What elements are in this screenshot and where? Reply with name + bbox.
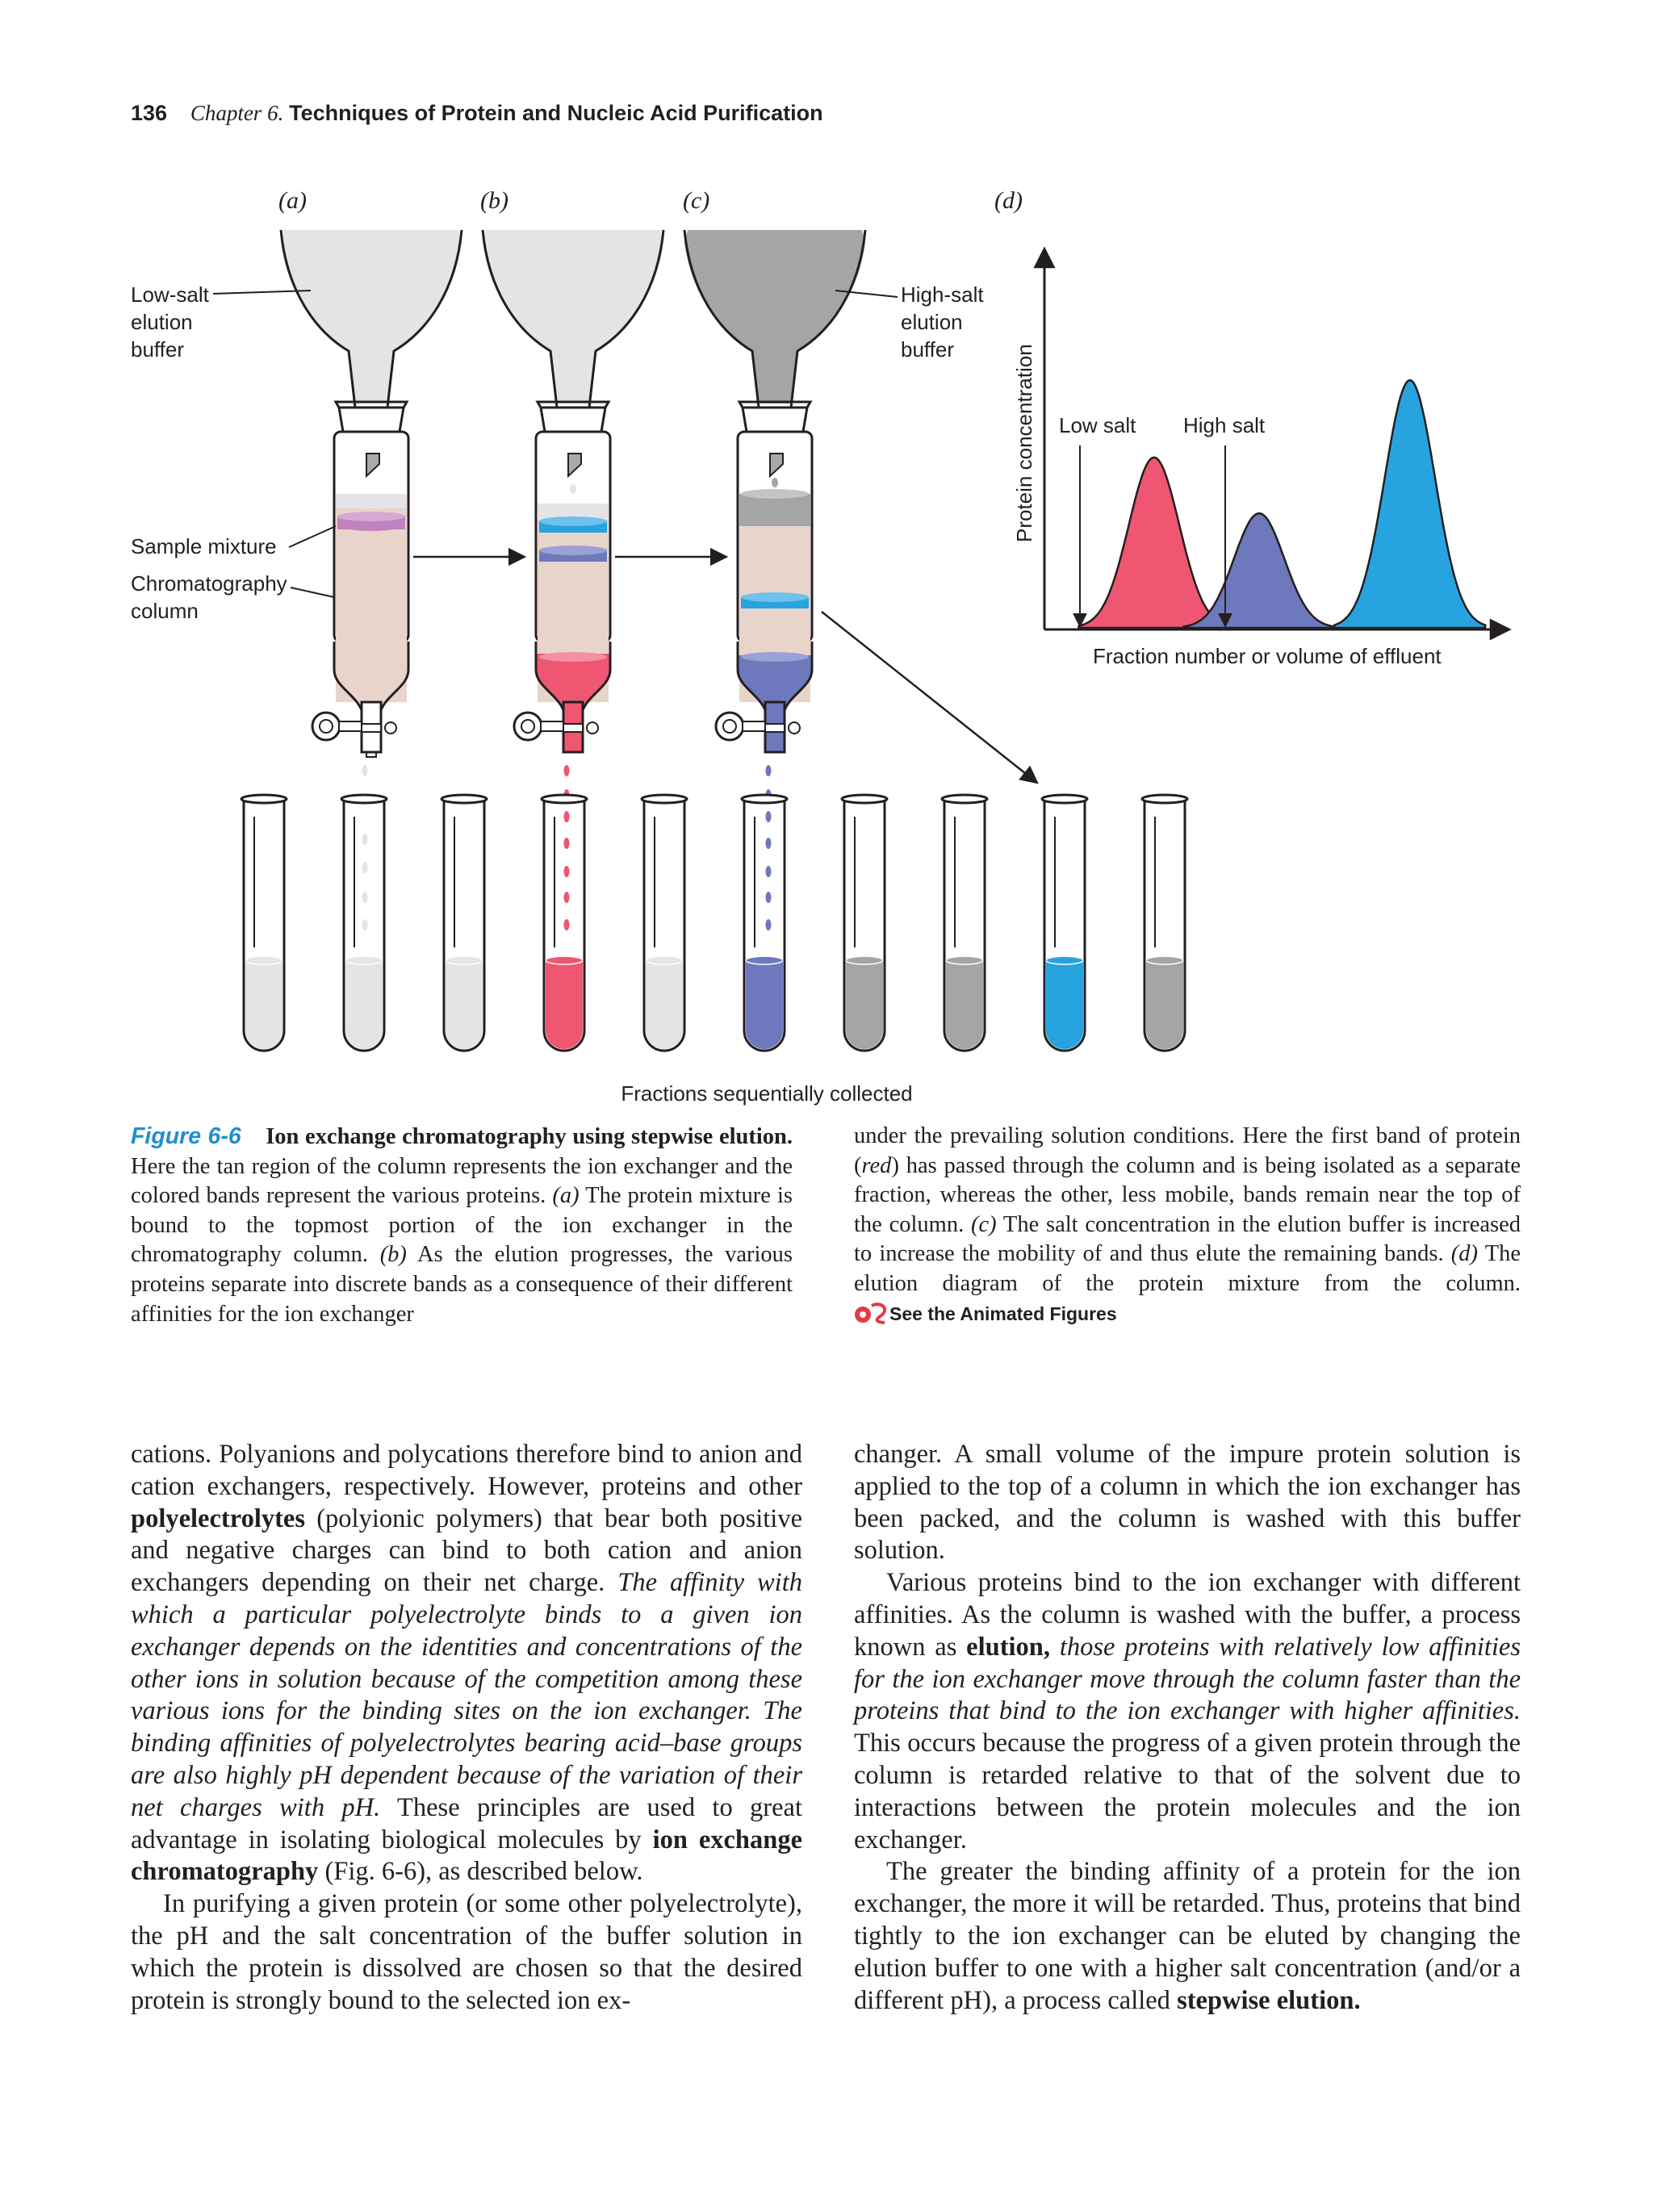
tube-rim	[642, 795, 687, 803]
annotation-low-salt: Low salt	[1059, 413, 1136, 437]
high-salt-buffer-label	[901, 282, 984, 362]
tube-rim	[341, 795, 387, 803]
test-tube	[1042, 795, 1087, 1051]
figure-caption-left: Figure 6-6 Ion exchange chromatography using stepwise elution. Here the tan region of the column represents the ion exchanger and the colored bands represent the various proteins. (a) The protein mixture is bound to the topmost portion of the ion exchanger in the chromatography column. (b) As the elution progresses, the various proteins separate into discrete bands as a consequence of their different affinities for the ion exchanger	[131, 1123, 793, 1327]
svg-text:buffer: buffer	[131, 337, 185, 362]
body-column-left	[131, 1439, 802, 2017]
tube-rim	[241, 795, 287, 803]
figure-caption-right: under the prevailing solution conditions. Here the first band of protein (red) has passed through the column and is being isolated as a separate fraction, whereas the other, less mobile, bands remain near the top of the column. (c) The salt concentration in the elution buffer is increased to increase the mobility of and thus elute the remaining bands. (d) The elution diagram of the protein mixture from the column. See the Animated Figures	[854, 1123, 1521, 1324]
tube-fraction	[1046, 960, 1083, 1049]
chapter-label: Chapter 6.	[190, 101, 284, 125]
panel-label-b: (b)	[480, 187, 508, 214]
low-salt-buffer-label	[131, 282, 210, 362]
tube-fraction	[946, 960, 983, 1049]
body-column-right	[854, 1439, 1521, 2017]
sample-mixture-label: Sample mixture	[131, 534, 277, 558]
test-tube	[1142, 795, 1187, 1051]
tube-rim	[842, 795, 887, 803]
tube-fraction	[846, 960, 883, 1049]
test-tube	[441, 795, 487, 1051]
test-tube	[642, 795, 687, 1051]
see-animated-figures-link[interactable]: See the Animated Figures	[854, 1303, 1117, 1324]
panel-label-d: (d)	[994, 187, 1023, 214]
tube-fraction	[345, 960, 383, 1049]
peak-red	[1079, 458, 1230, 628]
tube-rim	[1142, 795, 1187, 803]
tube-fraction-surface	[946, 956, 983, 964]
test-tubes	[241, 795, 1187, 1051]
tube-fraction	[546, 960, 583, 1049]
drips-b	[564, 765, 570, 930]
test-tube	[241, 795, 287, 1051]
apparatus-a	[281, 230, 462, 757]
chapter-title: Techniques of Protein and Nucleic Acid Purification	[289, 101, 823, 125]
tube-fraction	[1146, 960, 1183, 1049]
tube-fraction	[245, 960, 282, 1049]
chromatography-column-label	[131, 571, 287, 623]
tube-fraction	[646, 960, 683, 1049]
caption-title: Ion exchange chromatography using stepwise elution.	[266, 1124, 793, 1149]
tube-fraction-surface	[345, 956, 383, 964]
tube-rim	[542, 795, 587, 803]
body-right-paragraph-2: Various proteins bind to the ion exchanger with different affinities. As the column is washed with the buffer, a process known as elution, those proteins with relatively low affinities for the ion exchanger move through the column faster than the proteins that bind to the ion exchanger with higher affinities. This occurs because the progress of a given protein through the column is retarded relative to that of the solvent due to interactions between the protein molecules and the ion exchanger.	[854, 1568, 1521, 1854]
tube-fraction	[446, 960, 483, 1049]
svg-text:elution: elution	[901, 310, 963, 334]
page-number: 136	[131, 101, 168, 125]
test-tube	[742, 795, 787, 1051]
annotation-high-salt: High salt	[1183, 413, 1266, 437]
svg-text:buffer: buffer	[901, 337, 955, 362]
test-tube	[942, 795, 987, 1051]
drips-a	[362, 765, 368, 930]
svg-text:High-salt: High-salt	[901, 282, 984, 307]
test-tube	[842, 795, 887, 1051]
apparatus-b	[483, 230, 663, 752]
tube-rim	[441, 795, 487, 803]
body-left-paragraph-2: In purifying a given protein (or some other polyelectrolyte), the pH and the salt concentration of the buffer solution in which the protein is dissolved are chosen so that the desired protein is strongly bound to the selected ion ex-	[131, 1889, 802, 2015]
tube-rim	[942, 795, 987, 803]
x-axis-label: Fraction number or volume of effluent	[1093, 644, 1442, 668]
body-left-paragraph-1: cations. Polyanions and polycations therefore bind to anion and cation exchangers, respectively. However, proteins and other polyelectrolytes (polyionic polymers) that bear both positive and negative charges can bind to both cation and anion exchangers depending on their net charge. The affinity with which a particular polyelectrolyte binds to a given ion exchanger depends on the identities and concentrations of the other ions in solution because of the competition among these various ions for the binding sites on the ion exchanger. The binding affinities of polyelectrolytes bearing acid–base groups are also highly pH dependent because of the variation of their net charges with pH. These principles are used to great advantage in isolating biological molecules by ion exchange chromatography (Fig. 6-6), as described below.	[131, 1440, 803, 1887]
panel-label-a: (a)	[278, 187, 307, 214]
tube-fraction-surface	[446, 956, 483, 964]
svg-text:Low-salt: Low-salt	[131, 282, 209, 307]
apparatus-c	[684, 230, 865, 752]
figure-label: Figure 6-6	[131, 1123, 241, 1149]
tube-rim	[1042, 795, 1087, 803]
arrow-to-chart	[822, 612, 1037, 783]
panel-label-c: (c)	[683, 187, 710, 214]
tube-rim	[742, 795, 787, 803]
animation-icon	[854, 1301, 889, 1325]
svg-text:Chromatography: Chromatography	[131, 571, 287, 596]
tube-fraction-surface	[646, 956, 683, 964]
tube-fraction-surface	[546, 956, 583, 964]
svg-text:elution: elution	[131, 310, 193, 334]
drips-c	[766, 765, 772, 930]
tube-fraction-surface	[846, 956, 883, 964]
body-right-paragraph-3: The greater the binding affinity of a protein for the ion exchanger, the more it will be retarded. Thus, proteins that bind tightly to the ion exchanger can be eluted by changing the elution buffer to one with a higher salt concentration (and/or a different pH), a process called stepwise elution.	[854, 1857, 1521, 2015]
peak-blue	[1334, 380, 1485, 628]
tube-fraction	[746, 960, 783, 1049]
elution-chart	[1012, 249, 1509, 668]
tube-fraction-surface	[245, 956, 282, 964]
svg-text:column: column	[131, 599, 199, 623]
tube-fraction-surface	[1146, 956, 1183, 964]
y-axis-label: Protein concentration	[1012, 344, 1036, 542]
body-right-paragraph-1: changer. A small volume of the impure protein solution is applied to the top of a column in which the ion exchanger has been packed, and the column is washed with this buffer solution.	[854, 1440, 1521, 1566]
tube-fraction-surface	[1046, 956, 1083, 964]
tube-fraction-surface	[746, 956, 783, 964]
fractions-label: Fractions sequentially collected	[621, 1081, 913, 1106]
